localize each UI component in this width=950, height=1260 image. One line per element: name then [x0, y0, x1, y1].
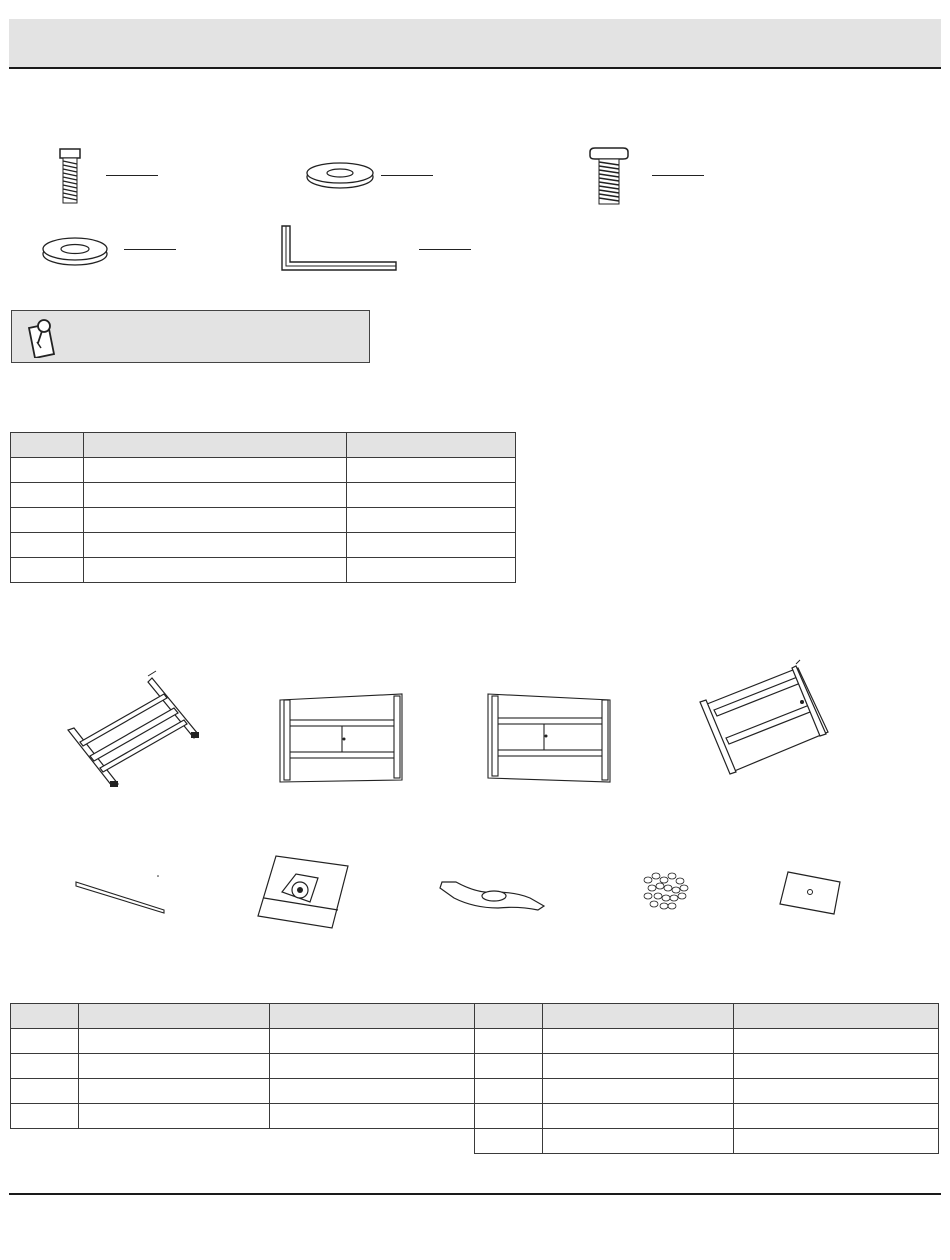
table-cell: [347, 533, 516, 558]
table-row: [11, 1104, 475, 1129]
table-cell: [11, 558, 84, 583]
table-row: [475, 1129, 939, 1154]
table-cell: [734, 1104, 939, 1129]
table-cell: [84, 533, 347, 558]
header-cell: [11, 1004, 79, 1029]
table-cell: [11, 1079, 79, 1104]
table-cell: [734, 1054, 939, 1079]
table-row: [475, 1079, 939, 1104]
table-row: [11, 458, 516, 483]
table-cell: [79, 1104, 270, 1129]
side-frame-left-drawing: [60, 668, 210, 796]
header-cell: [84, 433, 347, 458]
header-band: [9, 19, 941, 69]
table-cell: [475, 1104, 543, 1129]
table-cell: [11, 508, 84, 533]
table-cell: [270, 1104, 475, 1129]
table-cell: [543, 1129, 734, 1154]
parts-table-left-header: [11, 1004, 475, 1029]
note-box: [11, 310, 370, 363]
hardware-table-header: [11, 433, 516, 458]
parts-table-right-header: [475, 1004, 939, 1029]
bolt-long-qty-line: [652, 175, 704, 176]
lava-rocks-drawing: [640, 868, 692, 914]
table-cell: [475, 1129, 543, 1154]
allen-wrench-icon: [278, 222, 402, 274]
parts-table-right: [474, 1003, 939, 1154]
table-cell: [11, 1104, 79, 1129]
table-cell: [475, 1054, 543, 1079]
header-cell: [734, 1004, 939, 1029]
burner-top-plate-drawing: [254, 852, 350, 932]
table-cell: [11, 1029, 79, 1054]
support-rod-drawing: [72, 874, 172, 916]
table-row: [475, 1104, 939, 1129]
washer-small-qty-line: [381, 175, 433, 176]
table-cell: [475, 1079, 543, 1104]
table-cell: [270, 1079, 475, 1104]
front-panel-drawing: [276, 690, 408, 786]
table-cell: [347, 558, 516, 583]
parts-table-left: [10, 1003, 475, 1129]
table-row: [11, 1054, 475, 1079]
table-cell: [347, 508, 516, 533]
table-cell: [79, 1079, 270, 1104]
table-cell: [11, 458, 84, 483]
table-cell: [84, 483, 347, 508]
table-row: [475, 1029, 939, 1054]
header-cell: [270, 1004, 475, 1029]
table-cell: [347, 458, 516, 483]
table-cell: [475, 1029, 543, 1054]
table-cell: [270, 1054, 475, 1079]
table-cell: [734, 1029, 939, 1054]
cover-plate-drawing: [778, 868, 844, 918]
washer-large-qty-line: [124, 249, 176, 250]
bowl-bracket-drawing: [438, 872, 548, 914]
table-cell: [543, 1104, 734, 1129]
hardware-table: [10, 432, 516, 583]
table-cell: [11, 1054, 79, 1079]
table-cell: [11, 483, 84, 508]
side-frame-right-drawing: [692, 658, 838, 784]
allen-wrench-qty-line: [419, 249, 471, 250]
table-row: [475, 1054, 939, 1079]
table-cell: [84, 558, 347, 583]
table-cell: [347, 483, 516, 508]
pushpin-note-icon: [24, 316, 60, 358]
table-cell: [84, 458, 347, 483]
table-row: [11, 533, 516, 558]
table-row: [11, 558, 516, 583]
table-row: [11, 1079, 475, 1104]
back-panel-drawing: [484, 690, 616, 786]
header-cell: [543, 1004, 734, 1029]
table-cell: [79, 1054, 270, 1079]
table-cell: [734, 1079, 939, 1104]
header-cell: [475, 1004, 543, 1029]
table-row: [11, 1029, 475, 1054]
table-cell: [79, 1029, 270, 1054]
table-cell: [11, 533, 84, 558]
table-cell: [270, 1029, 475, 1054]
footer-rule: [9, 1193, 941, 1195]
bolt-short-icon: [56, 146, 86, 206]
table-cell: [84, 508, 347, 533]
bolt-long-icon: [587, 146, 631, 208]
bolt-short-qty-line: [106, 175, 158, 176]
table-cell: [734, 1129, 939, 1154]
header-cell: [347, 433, 516, 458]
header-cell: [79, 1004, 270, 1029]
washer-large-icon: [40, 234, 110, 268]
table-cell: [543, 1029, 734, 1054]
table-row: [11, 508, 516, 533]
header-cell: [11, 433, 84, 458]
table-cell: [543, 1054, 734, 1079]
table-cell: [543, 1079, 734, 1104]
washer-small-icon: [304, 160, 376, 190]
table-row: [11, 483, 516, 508]
